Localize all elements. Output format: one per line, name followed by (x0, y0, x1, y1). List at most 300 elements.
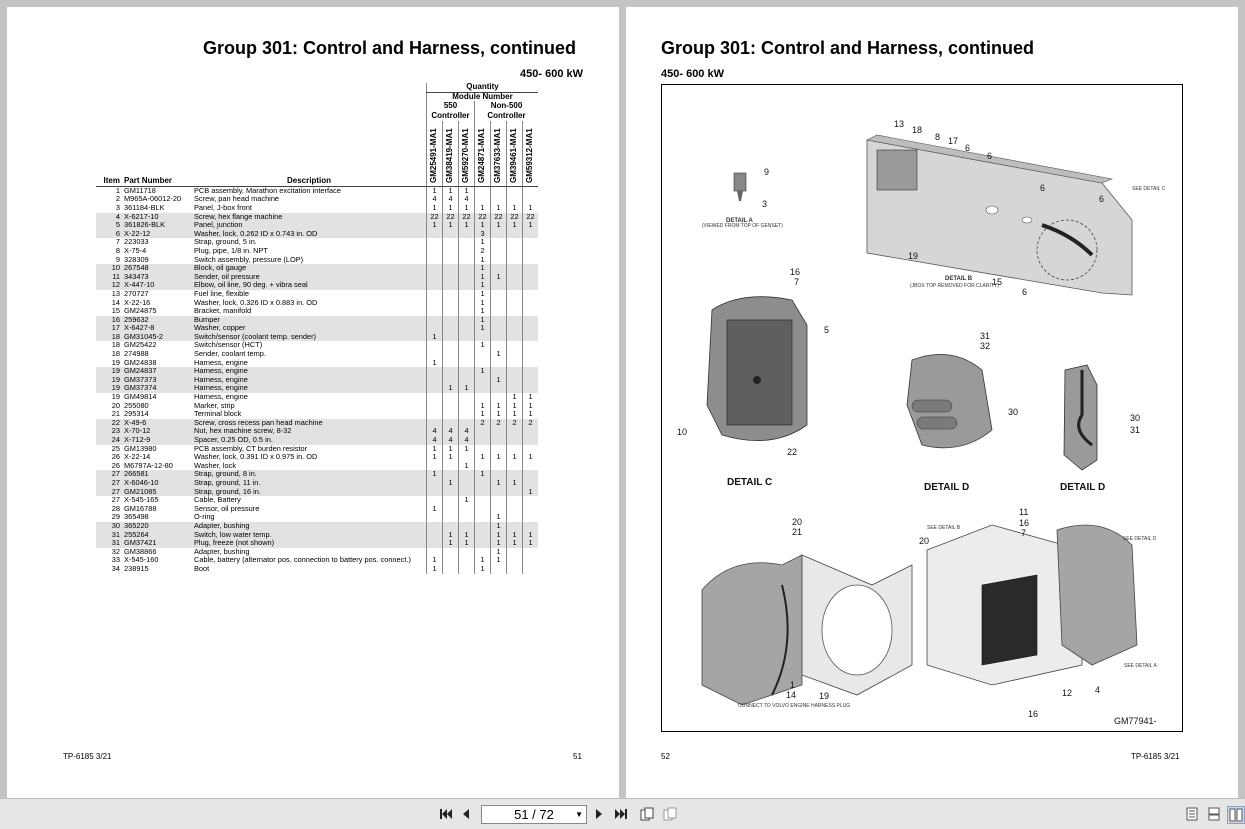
quantity-cell (523, 290, 539, 299)
description-cell: Washer, lock, 0.391 ID x 0.975 in. OD (194, 452, 318, 462)
quantity-cell: 1 (475, 341, 491, 350)
description-cell: Switch/sensor (coolant temp. sender) (192, 333, 427, 342)
next-page-button[interactable] (591, 806, 607, 822)
page-title: Group 301: Control and Harness, continued (661, 38, 1035, 58)
jbox-panel-drawing (867, 135, 1132, 295)
detail-a-drawing (734, 173, 746, 201)
table-row (96, 419, 538, 428)
quantity-cell (507, 264, 523, 273)
quantity-cell: 22 (459, 213, 475, 222)
quantity-cell (491, 290, 507, 299)
quantity-cell (443, 367, 459, 376)
quantity-cell (443, 393, 459, 402)
last-page-button[interactable] (613, 806, 629, 822)
quantity-cell (507, 341, 523, 350)
rotate-icon (640, 807, 654, 821)
quantity-cell (443, 548, 459, 557)
item-cell: 20 (111, 400, 120, 410)
quantity-cell: 1 (475, 316, 491, 325)
description-cell: Strap, ground, 11 in. (192, 479, 427, 488)
quantity-cell (427, 316, 443, 325)
see-detail-b-label: SEE DETAIL B (927, 525, 961, 531)
part-number-cell: X-545-160 (124, 555, 159, 565)
quantity-cell (427, 410, 443, 419)
quantity-cell: 2 (507, 419, 523, 428)
part-number-cell: X-545-165 (124, 495, 159, 505)
quantity-cell (443, 307, 459, 316)
table-row (96, 256, 538, 265)
table-row (96, 376, 538, 385)
quantity-cell: 4 (427, 195, 443, 204)
description-cell: Panel, junction (192, 221, 427, 230)
description-cell: Cable, battery (alternator pos. connection to battery pos. connect.) (194, 555, 411, 565)
quantity-cell: 1 (491, 376, 507, 385)
item-cell: 7 (115, 237, 120, 247)
single-page-view-button[interactable] (1184, 806, 1200, 822)
figure-id: GM77941- (1114, 716, 1157, 726)
prev-page-icon (460, 808, 472, 820)
quantity-cell (491, 359, 507, 368)
item-cell: 17 (96, 324, 122, 333)
part-number-cell: 238915 (124, 563, 149, 573)
quantity-cell (443, 256, 459, 265)
item-cell: 27 (111, 495, 120, 505)
item-cell: 13 (111, 288, 120, 298)
callout-22: 22 (787, 447, 798, 457)
quantity-cell: 4 (459, 427, 475, 436)
description-cell: Plug, pipe, 1/8 in. NPT (194, 245, 268, 255)
quantity-cell (427, 367, 443, 376)
quantity-cell: 1 (443, 221, 459, 230)
table-row (96, 522, 538, 531)
part-number-cell: X-22-16 (124, 297, 151, 307)
description-cell: Washer, lock, 0.326 ID x 0.883 in. OD (194, 297, 318, 307)
item-cell: 19 (111, 392, 120, 402)
quantity-cell (523, 470, 539, 479)
description-cell: Block, oil gauge (192, 264, 427, 273)
part-number-cell: GM24837 (122, 367, 192, 376)
quantity-cell (491, 299, 507, 308)
callout-4: 4 (1095, 685, 1101, 695)
quantity-cell (491, 488, 507, 497)
quantity-cell (459, 333, 475, 342)
quantity-cell: 2 (491, 419, 507, 428)
quantity-cell: 4 (459, 436, 475, 445)
quantity-cell: 1 (427, 565, 443, 574)
rotate-view-button[interactable] (639, 806, 655, 822)
quantity-cell (475, 384, 491, 393)
part-number-cell: 259632 (122, 316, 192, 325)
controller-non500-header: Non-500 Controller (475, 101, 539, 121)
quantity-cell (523, 513, 539, 522)
quantity-cell (459, 341, 475, 350)
quantity-cell: 1 (491, 221, 507, 230)
dropdown-arrow-icon: ▼ (575, 810, 583, 819)
item-cell: 12 (96, 281, 122, 290)
quantity-cell (523, 307, 539, 316)
quantity-cell: 1 (523, 204, 539, 213)
quantity-cell: 1 (443, 186, 459, 195)
quantity-cell (459, 350, 475, 359)
item-cell: 31 (96, 531, 122, 540)
description-cell: O-ring (194, 512, 215, 522)
two-page-icon (1229, 808, 1243, 822)
quantity-cell (459, 230, 475, 239)
description-cell: Strap, ground, 8 in. (192, 470, 427, 479)
table-row (96, 496, 538, 505)
callout-9: 9 (764, 167, 770, 177)
detail-b-label: DETAIL B (945, 276, 973, 282)
prev-page-button[interactable] (458, 806, 474, 822)
quantity-cell (475, 488, 491, 497)
controller-550-header: 550 Controller (427, 101, 475, 121)
quantity-cell (427, 488, 443, 497)
quantity-cell (443, 273, 459, 282)
quantity-cell: 1 (523, 531, 539, 540)
description-cell: Switch, low water temp. (192, 531, 427, 540)
two-page-view-button[interactable] (1227, 806, 1245, 824)
table-row (96, 531, 538, 540)
table-row (96, 204, 538, 213)
item-cell: 14 (111, 297, 120, 307)
quantity-cell: 1 (491, 539, 507, 548)
quantity-cell (443, 410, 459, 419)
quantity-cell: 1 (459, 384, 475, 393)
item-cell: 9 (115, 254, 120, 264)
footer-doc-id: TP-6185 3/21 (1131, 752, 1180, 761)
item-cell: 10 (96, 264, 122, 273)
see-detail-d-label: SEE DETAIL D (1123, 536, 1157, 542)
description-cell: Fuel line, flexible (194, 288, 250, 298)
quantity-cell (427, 522, 443, 531)
quantity-cell: 1 (491, 204, 507, 213)
quantity-cell (507, 299, 523, 308)
footer-page-number: 52 (661, 752, 670, 761)
quantity-cell: 1 (459, 539, 475, 548)
quantity-cell (475, 479, 491, 488)
description-cell: Harness, engine (194, 392, 248, 402)
quantity-cell (491, 256, 507, 265)
quantity-cell (443, 316, 459, 325)
description-cell: Harness, engine (192, 376, 427, 385)
quantity-cell: 1 (523, 402, 539, 411)
table-row (96, 273, 538, 282)
table-row (96, 479, 538, 488)
item-cell: 27 (96, 488, 122, 497)
quantity-cell: 1 (491, 350, 507, 359)
quantity-cell (491, 436, 507, 445)
item-cell: 25 (111, 443, 120, 453)
quantity-cell (427, 341, 443, 350)
quantity-cell (459, 290, 475, 299)
module-column-header: GM39461-MA1 (507, 121, 523, 186)
quantity-cell: 1 (427, 470, 443, 479)
quantity-cell (507, 436, 523, 445)
quantity-cell (459, 238, 475, 247)
quantity-cell: 2 (523, 419, 539, 428)
table-row (96, 367, 538, 376)
quantity-cell (459, 402, 475, 411)
quantity-cell (507, 359, 523, 368)
quantity-cell: 1 (459, 221, 475, 230)
see-detail-c-label: SEE DETAIL C (1132, 186, 1166, 192)
table-row (96, 316, 538, 325)
quantity-cell (443, 247, 459, 256)
quantity-cell (459, 410, 475, 419)
quantity-cell: 1 (475, 299, 491, 308)
description-cell: Bumper (192, 316, 427, 325)
detail-a-note: (VIEWED FROM TOP OF GENSET) (702, 223, 783, 229)
quantity-cell (427, 281, 443, 290)
description-cell: Harness, engine (192, 384, 427, 393)
quantity-cell (427, 256, 443, 265)
quantity-cell (475, 531, 491, 540)
quantity-cell (491, 427, 507, 436)
part-number-cell: X-6427-8 (122, 324, 192, 333)
item-cell: 24 (96, 436, 122, 445)
quantity-cell: 1 (491, 402, 507, 411)
quantity-cell: 1 (491, 410, 507, 419)
quantity-cell: 1 (475, 402, 491, 411)
item-cell: 11 (96, 273, 122, 282)
quantity-cell: 22 (475, 213, 491, 222)
quantity-cell (491, 324, 507, 333)
quantity-cell: 1 (507, 393, 523, 402)
compare-view-button[interactable] (662, 806, 678, 822)
description-cell: Adapter, bushing (194, 546, 250, 556)
quantity-cell (507, 427, 523, 436)
item-cell: 2 (115, 194, 120, 204)
table-row (96, 539, 538, 548)
part-number-cell: 365498 (124, 512, 149, 522)
module-column-header: GM38419-MA1 (443, 121, 459, 186)
table-row (96, 565, 538, 574)
callout-14: 14 (786, 690, 797, 700)
detail-c-drawing (707, 297, 807, 441)
quantity-cell: 1 (459, 445, 475, 454)
quantity-cell (427, 539, 443, 548)
item-cell: 30 (96, 522, 122, 531)
page-number-select[interactable] (481, 805, 587, 824)
quantity-cell (427, 247, 443, 256)
quantity-cell (443, 565, 459, 574)
item-cell: 32 (111, 546, 120, 556)
quantity-cell (443, 496, 459, 505)
quantity-cell (507, 316, 523, 325)
quantity-cell: 1 (507, 539, 523, 548)
quantity-cell: 22 (443, 213, 459, 222)
quantity-cell: 1 (507, 410, 523, 419)
quantity-cell: 1 (507, 479, 523, 488)
quantity-cell: 1 (443, 531, 459, 540)
description-cell: Washer, lock (194, 460, 237, 470)
quantity-cell (459, 307, 475, 316)
callout-17: 17 (948, 136, 959, 146)
quantity-cell: 4 (427, 427, 443, 436)
callout-18: 18 (912, 125, 923, 135)
quantity-cell (459, 264, 475, 273)
table-row (96, 238, 538, 247)
quantity-cell: 1 (475, 290, 491, 299)
callout-21: 21 (792, 527, 803, 537)
callout-10: 10 (677, 427, 688, 437)
callout-8: 8 (935, 132, 941, 142)
quantity-cell: 1 (427, 453, 443, 462)
table-row (96, 513, 538, 522)
quantity-cell (523, 427, 539, 436)
item-cell: 33 (111, 555, 120, 565)
quantity-cell: 1 (459, 186, 475, 195)
quantity-cell: 1 (475, 470, 491, 479)
quantity-cell (507, 247, 523, 256)
quantity-cell (507, 565, 523, 574)
callout-20b: 20 (919, 536, 930, 546)
module-column-header: GM59270-MA1 (459, 121, 475, 186)
quantity-cell (523, 256, 539, 265)
description-cell: Nut, hex machine screw, 8-32 (192, 427, 427, 436)
quantity-cell (507, 462, 523, 471)
part-number-cell: 255080 (124, 400, 149, 410)
table-row (96, 333, 538, 342)
continuous-page-icon (1208, 807, 1220, 821)
quantity-cell: 1 (427, 445, 443, 454)
quantity-cell (491, 281, 507, 290)
quantity-cell: 1 (475, 256, 491, 265)
part-number-cell: GM38866 (124, 546, 157, 556)
quantity-cell: 1 (475, 281, 491, 290)
part-number-cell: X-70-12 (122, 427, 192, 436)
quantity-cell: 1 (491, 513, 507, 522)
table-row (96, 462, 538, 471)
table-row (96, 470, 538, 479)
quantity-cell (491, 316, 507, 325)
item-cell: 31 (96, 539, 122, 548)
quantity-cell (523, 186, 539, 195)
part-number-cell: X-6046-10 (122, 479, 192, 488)
quantity-cell (443, 462, 459, 471)
quantity-cell: 1 (427, 186, 443, 195)
description-cell: Panel, J-box front (194, 202, 252, 212)
quantity-cell (491, 384, 507, 393)
viewer-toolbar (0, 798, 1245, 829)
quantity-cell (523, 273, 539, 282)
part-number-cell: GM25422 (124, 340, 157, 350)
part-number-cell: 274988 (124, 349, 149, 359)
description-cell: Washer, lock, 0.262 ID x 0.743 in. OD (192, 230, 427, 239)
quantity-cell (491, 565, 507, 574)
quantity-cell: 1 (491, 531, 507, 540)
quantity-cell (427, 264, 443, 273)
detail-d2-label: DETAIL D (1060, 482, 1106, 493)
callout-6e: 6 (1022, 287, 1028, 297)
quantity-cell: 1 (491, 479, 507, 488)
callout-7b: 7 (1021, 528, 1027, 538)
detail-a-label: DETAIL A (726, 218, 753, 224)
quantity-cell: 1 (443, 539, 459, 548)
quantity-cell (523, 247, 539, 256)
quantity-cell (427, 531, 443, 540)
quantity-cell: 1 (427, 505, 443, 514)
quantity-cell: 1 (443, 204, 459, 213)
quantity-cell (523, 281, 539, 290)
item-cell: 19 (96, 376, 122, 385)
callout-19: 19 (908, 251, 919, 261)
description-cell: Switch assembly, pressure (LOP) (194, 254, 304, 264)
table-row (96, 299, 538, 308)
quantity-cell (427, 402, 443, 411)
quantity-cell (459, 256, 475, 265)
first-page-button[interactable] (438, 806, 454, 822)
part-number-cell: GM21085 (122, 488, 192, 497)
table-row (96, 264, 538, 273)
quantity-cell (507, 238, 523, 247)
quantity-cell (459, 273, 475, 282)
quantity-cell (459, 324, 475, 333)
quantity-cell (507, 273, 523, 282)
table-row (96, 221, 538, 230)
quantity-cell (443, 402, 459, 411)
quantity-cell: 1 (427, 204, 443, 213)
quantity-cell (427, 513, 443, 522)
quantity-cell (459, 281, 475, 290)
part-number-cell: M6797A-12-80 (124, 460, 173, 470)
quantity-cell (427, 384, 443, 393)
quantity-cell (459, 247, 475, 256)
continuous-view-button[interactable] (1206, 806, 1222, 822)
callout-6d: 6 (1099, 194, 1105, 204)
item-cell: 22 (96, 419, 122, 428)
quantity-cell: 1 (523, 488, 539, 497)
item-cell: 27 (96, 479, 122, 488)
detail-d2-drawing (1064, 365, 1097, 470)
description-cell: Spacer, 0.25 OD, 0.5 in. (192, 436, 427, 445)
item-cell: 15 (111, 306, 120, 316)
part-number-cell: GM13980 (124, 443, 157, 453)
quantity-cell (491, 238, 507, 247)
part-number-cell: X-6217-10 (122, 213, 192, 222)
compare-icon (663, 807, 677, 821)
part-number-column-header: Part Number (122, 121, 192, 186)
quantity-cell (427, 299, 443, 308)
quantity-cell (443, 230, 459, 239)
quantity-cell: 1 (491, 548, 507, 557)
quantity-cell (507, 513, 523, 522)
quantity-cell: 1 (475, 204, 491, 213)
quantity-cell: 1 (475, 238, 491, 247)
description-cell: Cable, Battery (194, 495, 241, 505)
part-number-cell: M965A-06012-20 (124, 194, 182, 204)
table-row (96, 393, 538, 402)
quantity-cell (475, 350, 491, 359)
callout-20a: 20 (792, 517, 803, 527)
quantity-cell: 1 (475, 307, 491, 316)
quantity-cell (523, 230, 539, 239)
table-row (96, 350, 538, 359)
detail-b-note: (JBOX TOP REMOVED FOR CLARITY) (910, 283, 999, 289)
quantity-cell: 4 (459, 195, 475, 204)
quantity-cell (475, 496, 491, 505)
description-cell: Harness, engine (194, 357, 248, 367)
table-row (96, 505, 538, 514)
quantity-cell (507, 488, 523, 497)
description-cell: Terminal block (194, 409, 242, 419)
quantity-cell: 1 (459, 462, 475, 471)
description-cell: Sender, coolant temp. (194, 349, 266, 359)
quantity-cell: 1 (507, 204, 523, 213)
footer-page-number: 51 (573, 752, 582, 761)
quantity-cell: 1 (523, 393, 539, 402)
part-number-cell: X-447-10 (122, 281, 192, 290)
